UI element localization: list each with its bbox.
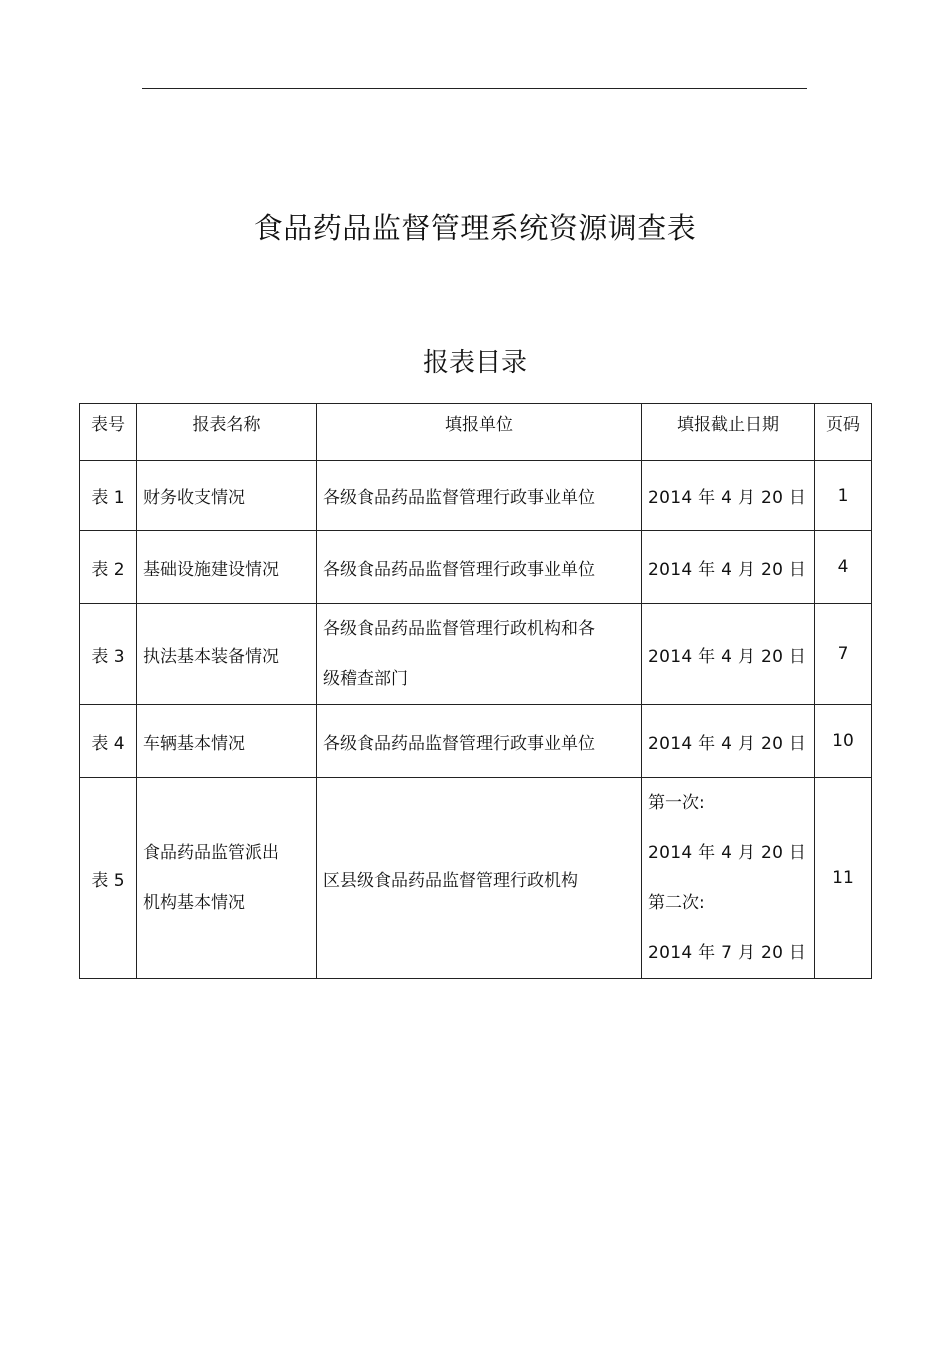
table-row (80, 461, 872, 531)
reporting-unit-line: 各级食品药品监督管理行政机构和各 (323, 619, 595, 639)
deadline-line: 2014 年 4 月 20 日 (648, 646, 807, 667)
report-name-line: 基础设施建设情况 (143, 559, 279, 580)
cell-page-number: 4 (815, 531, 872, 604)
reporting-unit-line: 级稽查部门 (323, 669, 408, 689)
deadline-line: 第一次: (648, 793, 705, 813)
report-name-line: 食品药品监管派出 (143, 843, 279, 863)
cell-table-no: 表 5 (80, 778, 137, 979)
header-deadline: 填报截止日期 (642, 404, 815, 461)
deadline-line: 第二次: (648, 893, 705, 913)
header-rule (142, 88, 807, 89)
table-row (80, 531, 872, 604)
cell-table-no: 表 2 (80, 531, 137, 604)
cell-deadline (642, 778, 815, 979)
reporting-unit-line: 各级食品药品监督管理行政事业单位 (323, 488, 595, 508)
toc-title: 报表目录 (422, 348, 527, 378)
cell-deadline (642, 531, 815, 604)
cell-page-number: 11 (815, 778, 872, 979)
cell-deadline (642, 604, 815, 705)
cell-report-name (137, 531, 317, 604)
cell-table-no: 表 1 (80, 461, 137, 531)
table-row (80, 705, 872, 778)
cell-report-name (137, 604, 317, 705)
cell-page-number: 7 (815, 604, 872, 705)
cell-reporting-unit (317, 461, 642, 531)
cell-reporting-unit (317, 778, 642, 979)
cell-table-no: 表 4 (80, 705, 137, 778)
cell-report-name (137, 778, 317, 979)
cell-report-name (137, 461, 317, 531)
document-title: 食品药品监督管理系统资源调查表 (253, 211, 697, 245)
cell-page-number: 1 (815, 461, 872, 531)
report-name-line: 机构基本情况 (143, 893, 245, 913)
header-reporting-unit: 填报单位 (317, 404, 642, 461)
cell-table-no: 表 3 (80, 604, 137, 705)
report-name-line: 执法基本装备情况 (143, 646, 279, 667)
table-row (80, 604, 872, 705)
deadline-line: 2014 年 4 月 20 日 (648, 733, 807, 754)
deadline-line: 2014 年 4 月 20 日 (648, 488, 807, 508)
deadline-line: 2014 年 7 月 20 日 (648, 943, 807, 963)
report-name-line: 财务收支情况 (143, 488, 245, 508)
report-name-line: 车辆基本情况 (143, 733, 245, 754)
header-page-number: 页码 (815, 404, 872, 461)
cell-reporting-unit (317, 604, 642, 705)
cell-reporting-unit (317, 531, 642, 604)
reporting-unit-line: 各级食品药品监督管理行政事业单位 (323, 559, 595, 580)
header-table-no: 表号 (80, 404, 137, 461)
cell-page-number: 10 (815, 705, 872, 778)
deadline-line: 2014 年 4 月 20 日 (648, 559, 807, 580)
reporting-unit-line: 区县级食品药品监督管理行政机构 (323, 870, 578, 891)
cell-deadline (642, 705, 815, 778)
cell-deadline (642, 461, 815, 531)
header-report-name: 报表名称 (137, 404, 317, 461)
cell-reporting-unit (317, 705, 642, 778)
table-row (80, 778, 872, 979)
cell-report-name (137, 705, 317, 778)
deadline-line: 2014 年 4 月 20 日 (648, 843, 807, 863)
reporting-unit-line: 各级食品药品监督管理行政事业单位 (323, 733, 595, 754)
table-header-row (80, 404, 872, 461)
report-index-table (79, 403, 872, 979)
